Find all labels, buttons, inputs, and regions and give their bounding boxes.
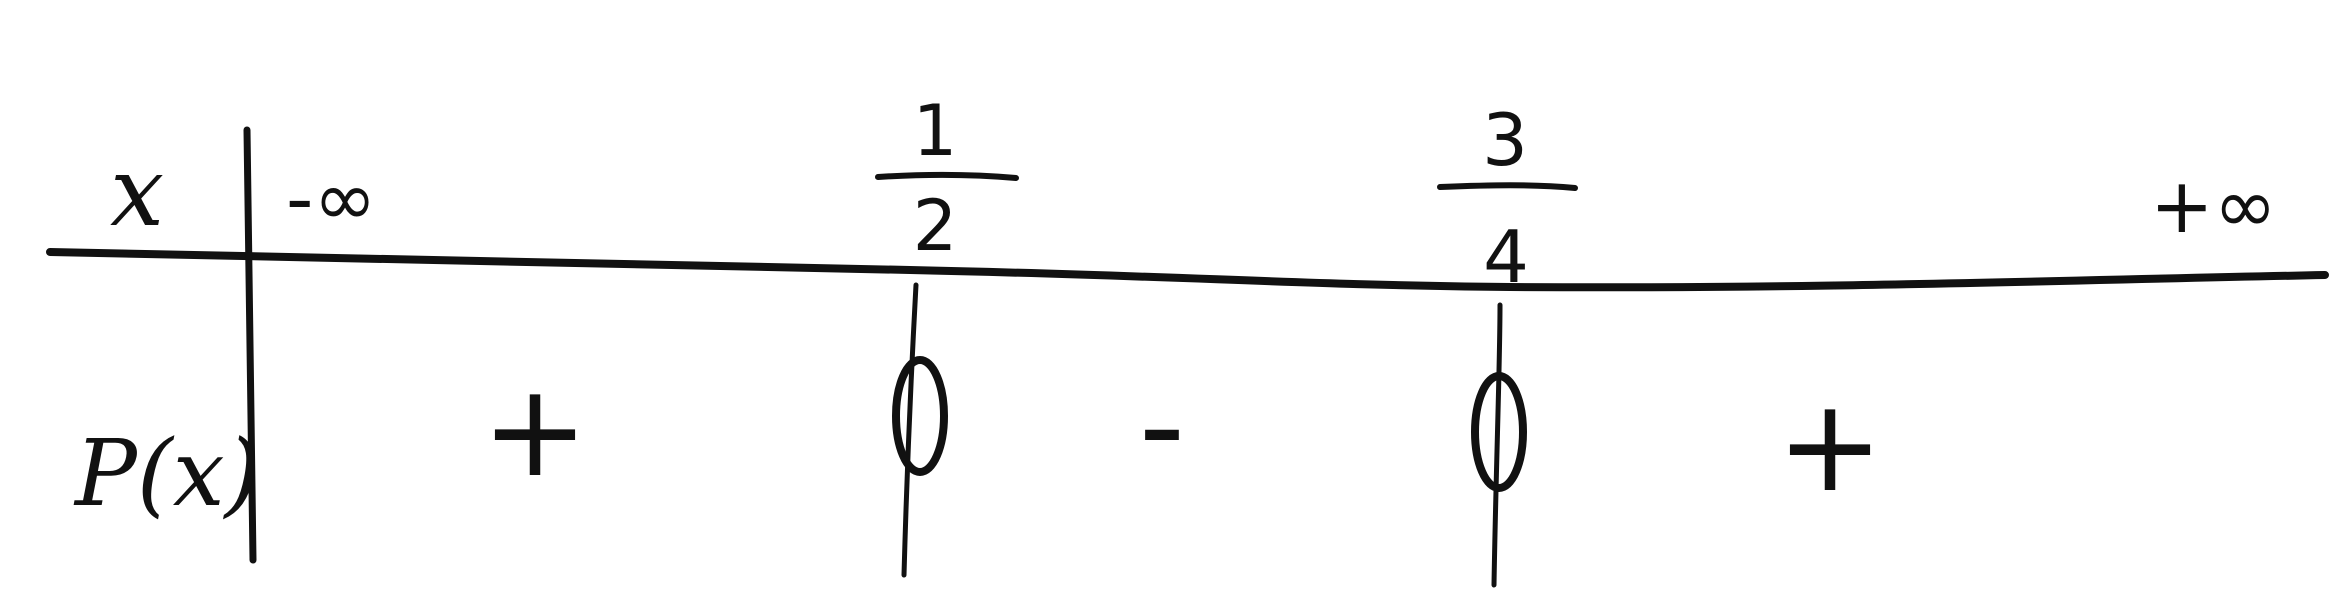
critical-point-two-denominator: 4 — [1483, 215, 1529, 299]
sign-interval-1: + — [481, 357, 589, 506]
sign-interval-2: - — [1138, 352, 1186, 501]
critical-point-one-numerator: 1 — [912, 90, 958, 172]
variable-label: x — [110, 136, 165, 248]
positive-infinity-label: +∞ — [2150, 161, 2277, 250]
critical-point-two-numerator: 3 — [1482, 98, 1528, 182]
critical-point-two-vertical-line — [1494, 305, 1500, 585]
function-label: P(x) — [75, 420, 261, 527]
header-separator-line — [50, 252, 2325, 287]
critical-point-one-denominator: 2 — [912, 185, 958, 267]
critical-point-two-fraction-bar — [1440, 185, 1575, 188]
critical-point-one-vertical-line — [904, 285, 916, 575]
negative-infinity-label: -∞ — [286, 154, 377, 243]
critical-point-one-fraction-bar — [878, 175, 1016, 178]
sign-interval-3: + — [1776, 372, 1884, 521]
